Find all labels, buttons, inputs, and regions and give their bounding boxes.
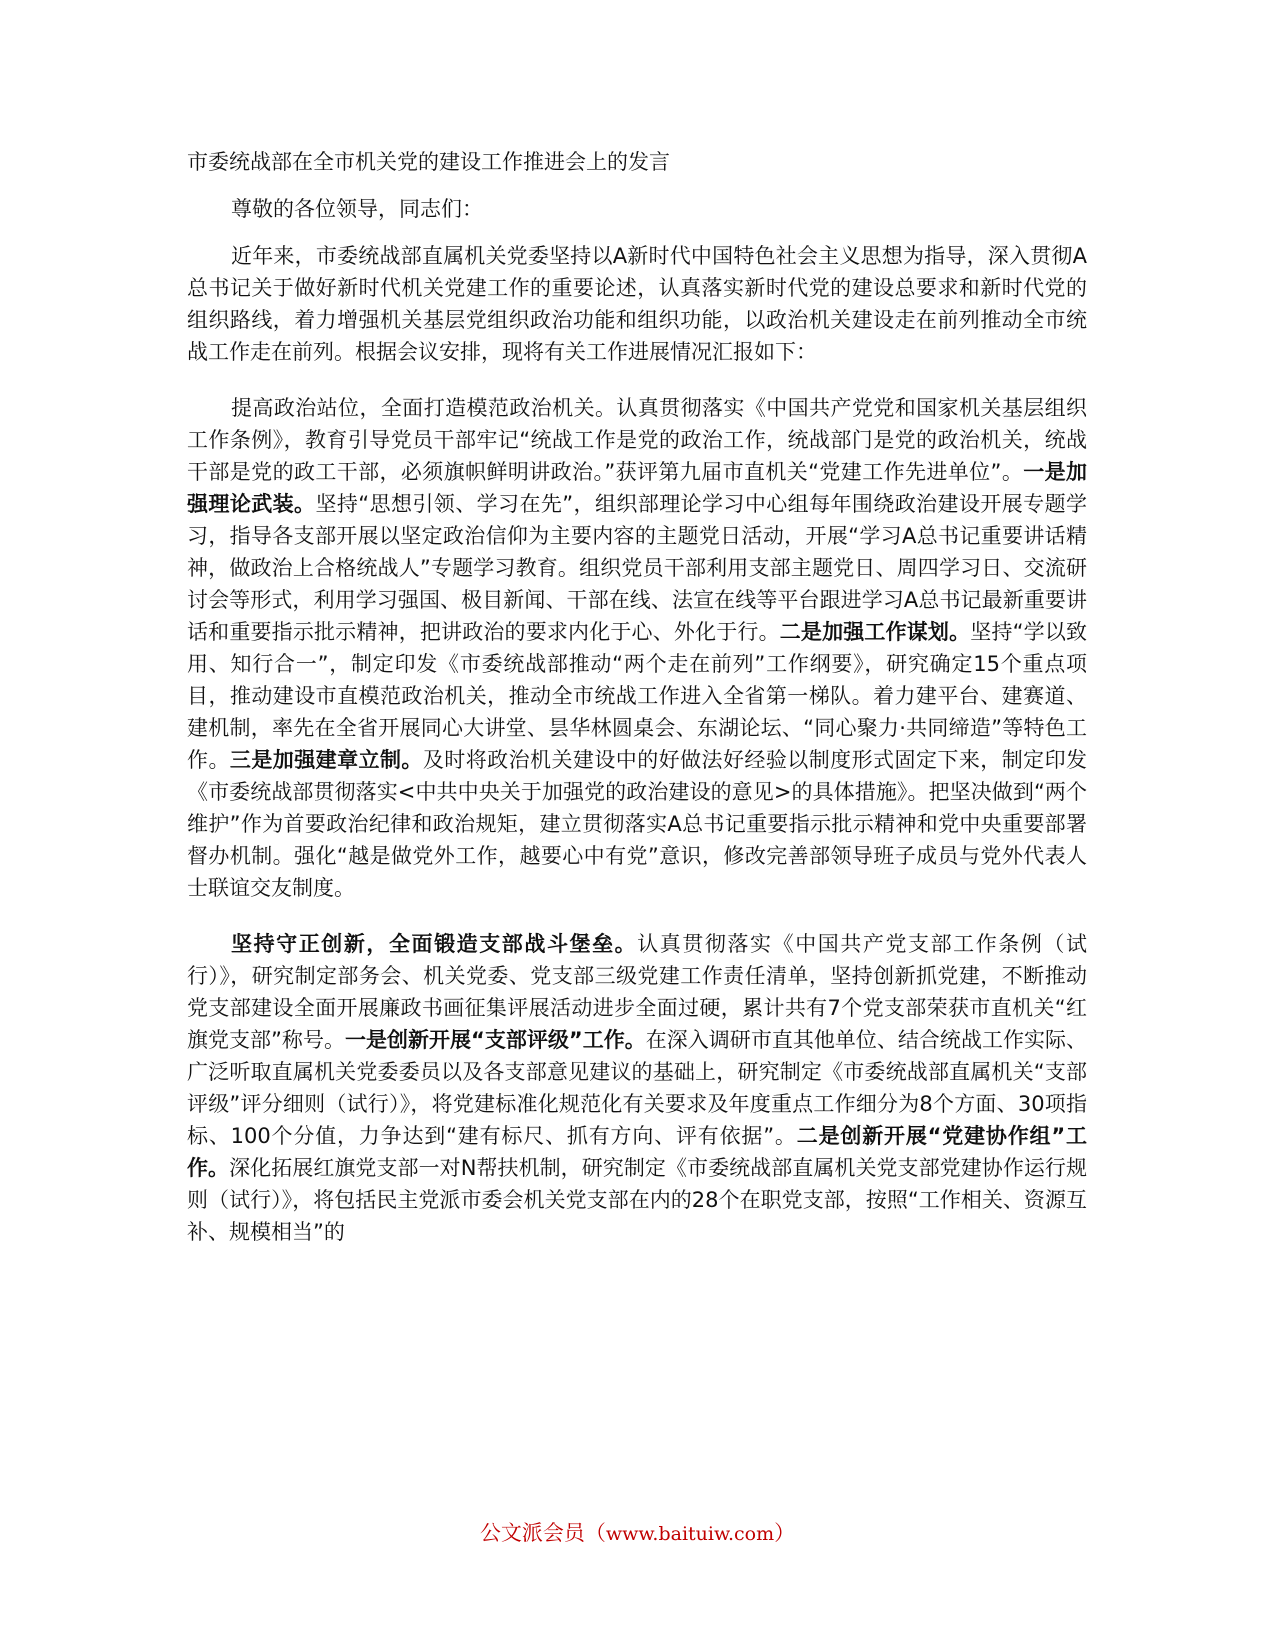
document-title: 市委统战部在全市机关党的建设工作推进会上的发言 <box>187 150 670 174</box>
intro-text: 近年来，市委统战部直属机关党委坚持以A新时代中国特色社会主义思想为指导，深入贯彻A总书记关于做好新时代机关党建工作的重要论述，认真落实新时代党的建设总要求和新时代党的组织路线，着力增强机关基层党组织政治功能和组织功能，以政治机关建设走在前列推动全市统战工作走在前列。根据会议安排，现将有关工作进展情况汇报如下： <box>187 244 1087 364</box>
section-2-point-2-heading: 二是创新开展“党建协作组”工作。 <box>187 1124 1087 1180</box>
document-body <box>187 146 1087 1272</box>
intro-paragraph <box>187 240 1087 368</box>
footer-url: www.baituiw.com <box>605 1523 775 1545</box>
section-1-point-3-heading: 三是加强建章立制。 <box>229 748 423 772</box>
section-1-paragraph <box>187 392 1087 904</box>
section-1-text-4: 及时将政治机关建设中的好做法好经验以制度形式固定下来，制定印发《市委统战部贯彻落实<中共中央关于加强党的政治建设的意见>的具体措施》。把坚决做到“两个维护”作为首要政治纪律和政治规矩，建立贯彻落实A总书记重要指示批示精神和党中央重要部署督办机制。强化“越是做党外工作，越要心中有党”意识，修改完善部领导班子成员与党外代表人士联谊交友制度。 <box>187 748 1088 900</box>
footer-close: ） <box>774 1521 796 1545</box>
section-2-heading: 坚持守正创新，全面锻造支部战斗堡垒。 <box>231 932 638 956</box>
section-2-point-1-heading: 一是创新开展“支部评级”工作。 <box>344 1028 646 1052</box>
section-2-text-1: 认真贯彻落实《中国共产党支部工作条例（试行）》，研究制定部务会、机关党委、党支部三级党建工作责任清单，坚持创新抓党建，不断推动党支部建设全面开展廉政书画征集评展活动进步全面过硬，累计共有7个党支部荣获市直机关“红旗党支部”称号。 <box>187 932 1088 1052</box>
section-2-text-3: 深化拓展红旗党支部一对N帮扶机制，研究制定《市委统战部直属机关党支部党建协作运行规则（试行）》，将包括民主党派市委会机关党支部在内的28个在职党支部，按照“工作相关、资源互补、规模相当”的 <box>187 1156 1087 1244</box>
footer-watermark <box>0 1519 1275 1548</box>
section-2-text-2: 在深入调研市直其他单位、结合统战工作实际、广泛听取直属机关党委委员以及各支部意见建议的基础上，研究制定《市委统战部直属机关“支部评级”评分细则（试行）》，将党建标准化规范化有关要求及年度重点工作细分为8个方面、30项指标、100个分值，力争达到“建有标尺、抓有方向、评有依据”。 <box>187 1028 1087 1148</box>
section-2-paragraph <box>187 928 1087 1248</box>
section-1-point-2-heading: 二是加强工作谋划。 <box>779 620 971 644</box>
section-1-point-1-heading: 一是加强理论武装。 <box>187 460 1088 516</box>
footer-label: 公文派会员（ <box>479 1521 606 1545</box>
greeting: 尊敬的各位领导，同志们： <box>231 197 483 221</box>
section-1-text-1: 提高政治站位，全面打造模范政治机关。认真贯彻落实《中国共产党党和国家机关基层组织工作条例》，教育引导党员干部牢记“统战工作是党的政治工作，统战部门是党的政治机关，统战干部是党的政工干部，必须旗帜鲜明讲政治。”获评第九届市直机关“党建工作先进单位”。 <box>187 396 1087 484</box>
section-1-text-3: 坚持“学以致用、知行合一”，制定印发《市委统战部推动“两个走在前列”工作纲要》，研究确定15个重点项目，推动建设市直模范政治机关，推动全市统战工作进入全省第一梯队。着力建平台、建赛道、建机制，率先在全省开展同心大讲堂、昙华林圆桌会、东湖论坛、“同心聚力·共同缔造”等特色工作。 <box>187 620 1088 772</box>
section-1-text-2: 坚持“思想引领、学习在先”，组织部理论学习中心组每年围绕政治建设开展专题学习，指导各支部开展以坚定政治信仰为主要内容的主题党日活动，开展“学习A总书记重要讲话精神，做政治上合格统战人”专题学习教育。组织党员干部利用支部主题党日、周四学习日、交流研讨会等形式，利用学习强国、极目新闻、干部在线、法宣在线等平台跟进学习A总书记最新重要讲话和重要指示批示精神，把讲政治的要求内化于心、外化于行。 <box>187 492 1087 644</box>
